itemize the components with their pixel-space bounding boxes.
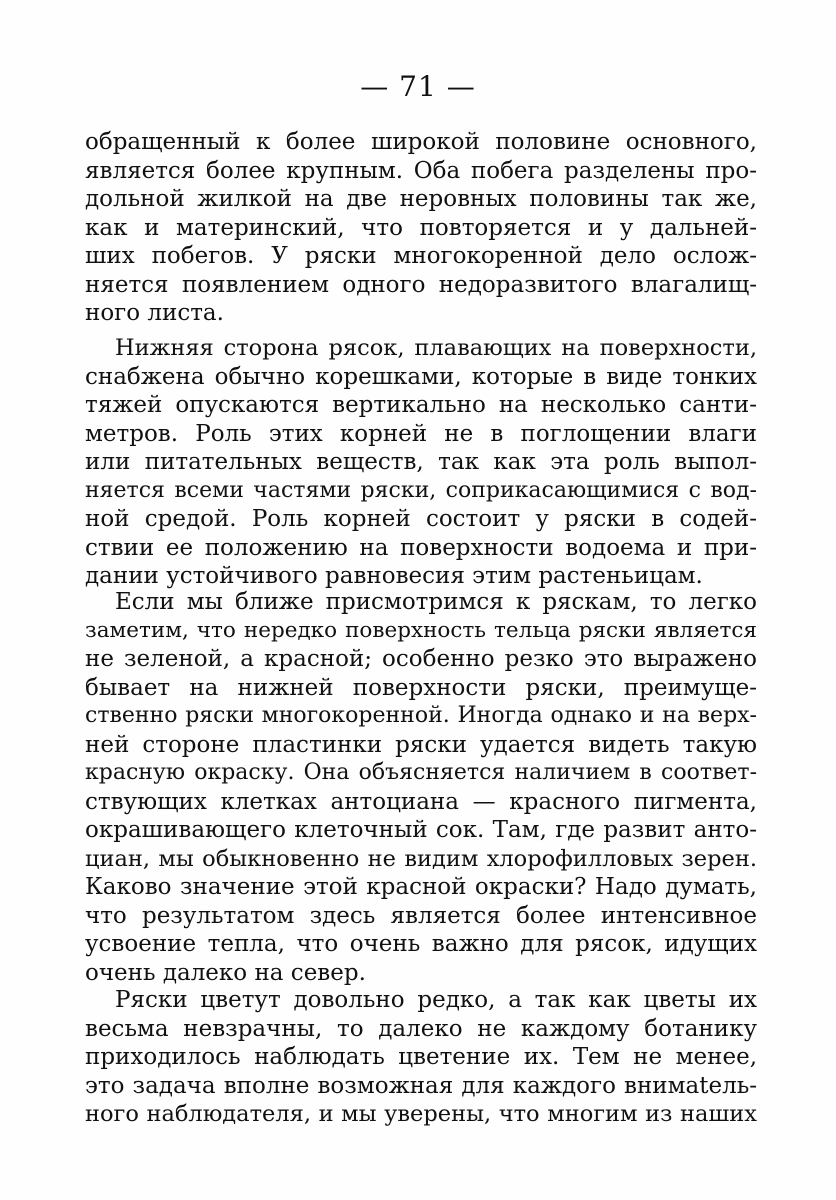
text-line: Если мы ближе присмотримся к ряскам, то легко xyxy=(115,589,757,615)
text-line: является более крупным. Оба побега разделены про- xyxy=(85,157,757,184)
text-line: метров. Роль этих корней не в поглощении влаги xyxy=(85,420,757,447)
text-line: это задача вполне возможная для каждого внимatель- xyxy=(85,1072,757,1099)
text-line: как и материнский, что повторяется и у дальней- xyxy=(85,214,757,241)
text-line: снабжена обычно корешками, которые в виде тонких xyxy=(85,363,757,390)
text-line: весьма невзрачны, то далеко не каждому ботанику xyxy=(85,1015,757,1042)
text-line: усвоение тепла, что очень важно для рясок, идущих xyxy=(85,931,757,957)
text-line: ственно ряски многокоренной. Иногда однако и на верх- xyxy=(85,703,757,728)
text-line: ствующих клетках антоциана — красного пигмента, xyxy=(85,788,757,815)
text-line: Каково значение этой красной окраски? Надо думать, xyxy=(85,874,757,900)
text-line: циан, мы обыкновенно не видим хлорофилловых зерен. xyxy=(85,845,757,872)
text-line: что результатом здесь является более интенсивное xyxy=(85,902,757,929)
text-line: ствии ее положению на поверхности водоема и при- xyxy=(85,534,757,561)
text-line: Ряски цветут довольно редко, а так как цветы их xyxy=(115,987,757,1013)
text-line: дольной жилкой на две неровных половины так же, xyxy=(85,186,757,212)
paragraph-4 xyxy=(85,986,757,1129)
text-line: не зеленой, а красной; особенно резко это выражено xyxy=(85,646,757,672)
text-line: ной средой. Роль корней состоит у ряски в содей- xyxy=(85,506,757,532)
text-line: тяжей опускаются вертикально на несколько санти- xyxy=(85,392,757,418)
text-line: ного листа. xyxy=(85,300,224,326)
text-line: красную окраску. Она объясняется наличием в соответ- xyxy=(85,760,757,785)
paragraph-1 xyxy=(85,128,757,328)
text-line: ших побегов. У ряски многокоренной дело ослож- xyxy=(85,243,757,269)
text-line: приходилось наблюдать цветение их. Тем не менее, xyxy=(85,1044,757,1070)
paragraph-3 xyxy=(85,588,757,987)
page-number: — 71 — xyxy=(360,70,476,103)
text-line: бывает на нижней поверхности ряски, преимуще- xyxy=(85,674,757,701)
text-line: ней стороне пластинки ряски удается видеть такую xyxy=(85,731,757,758)
paragraph-2 xyxy=(85,334,757,591)
text-line: окрашивающего клеточный сок. Там, где развит анто- xyxy=(85,817,757,843)
text-line: Нижняя сторона рясок, плавающих на поверхности, xyxy=(115,335,757,361)
text-line: ного наблюдателя, и мы уверены, что многим из наших xyxy=(85,1101,757,1127)
text-line: обращенный к более широкой половине основного, xyxy=(85,129,757,155)
text-line: дании устойчивого равновесия этим растеньицам. xyxy=(85,563,703,589)
text-line: няется всеми частями ряски, соприкасающимися с вод- xyxy=(85,477,757,503)
text-line: или питательных веществ, так как эта роль выпол- xyxy=(85,449,757,475)
text-line: очень далеко на север. xyxy=(85,959,366,986)
text-line: заметим, что нередко поверхность тельца ряски является xyxy=(85,617,757,643)
text-line: няется появлением одного недоразвитого влагалищ- xyxy=(85,271,757,298)
